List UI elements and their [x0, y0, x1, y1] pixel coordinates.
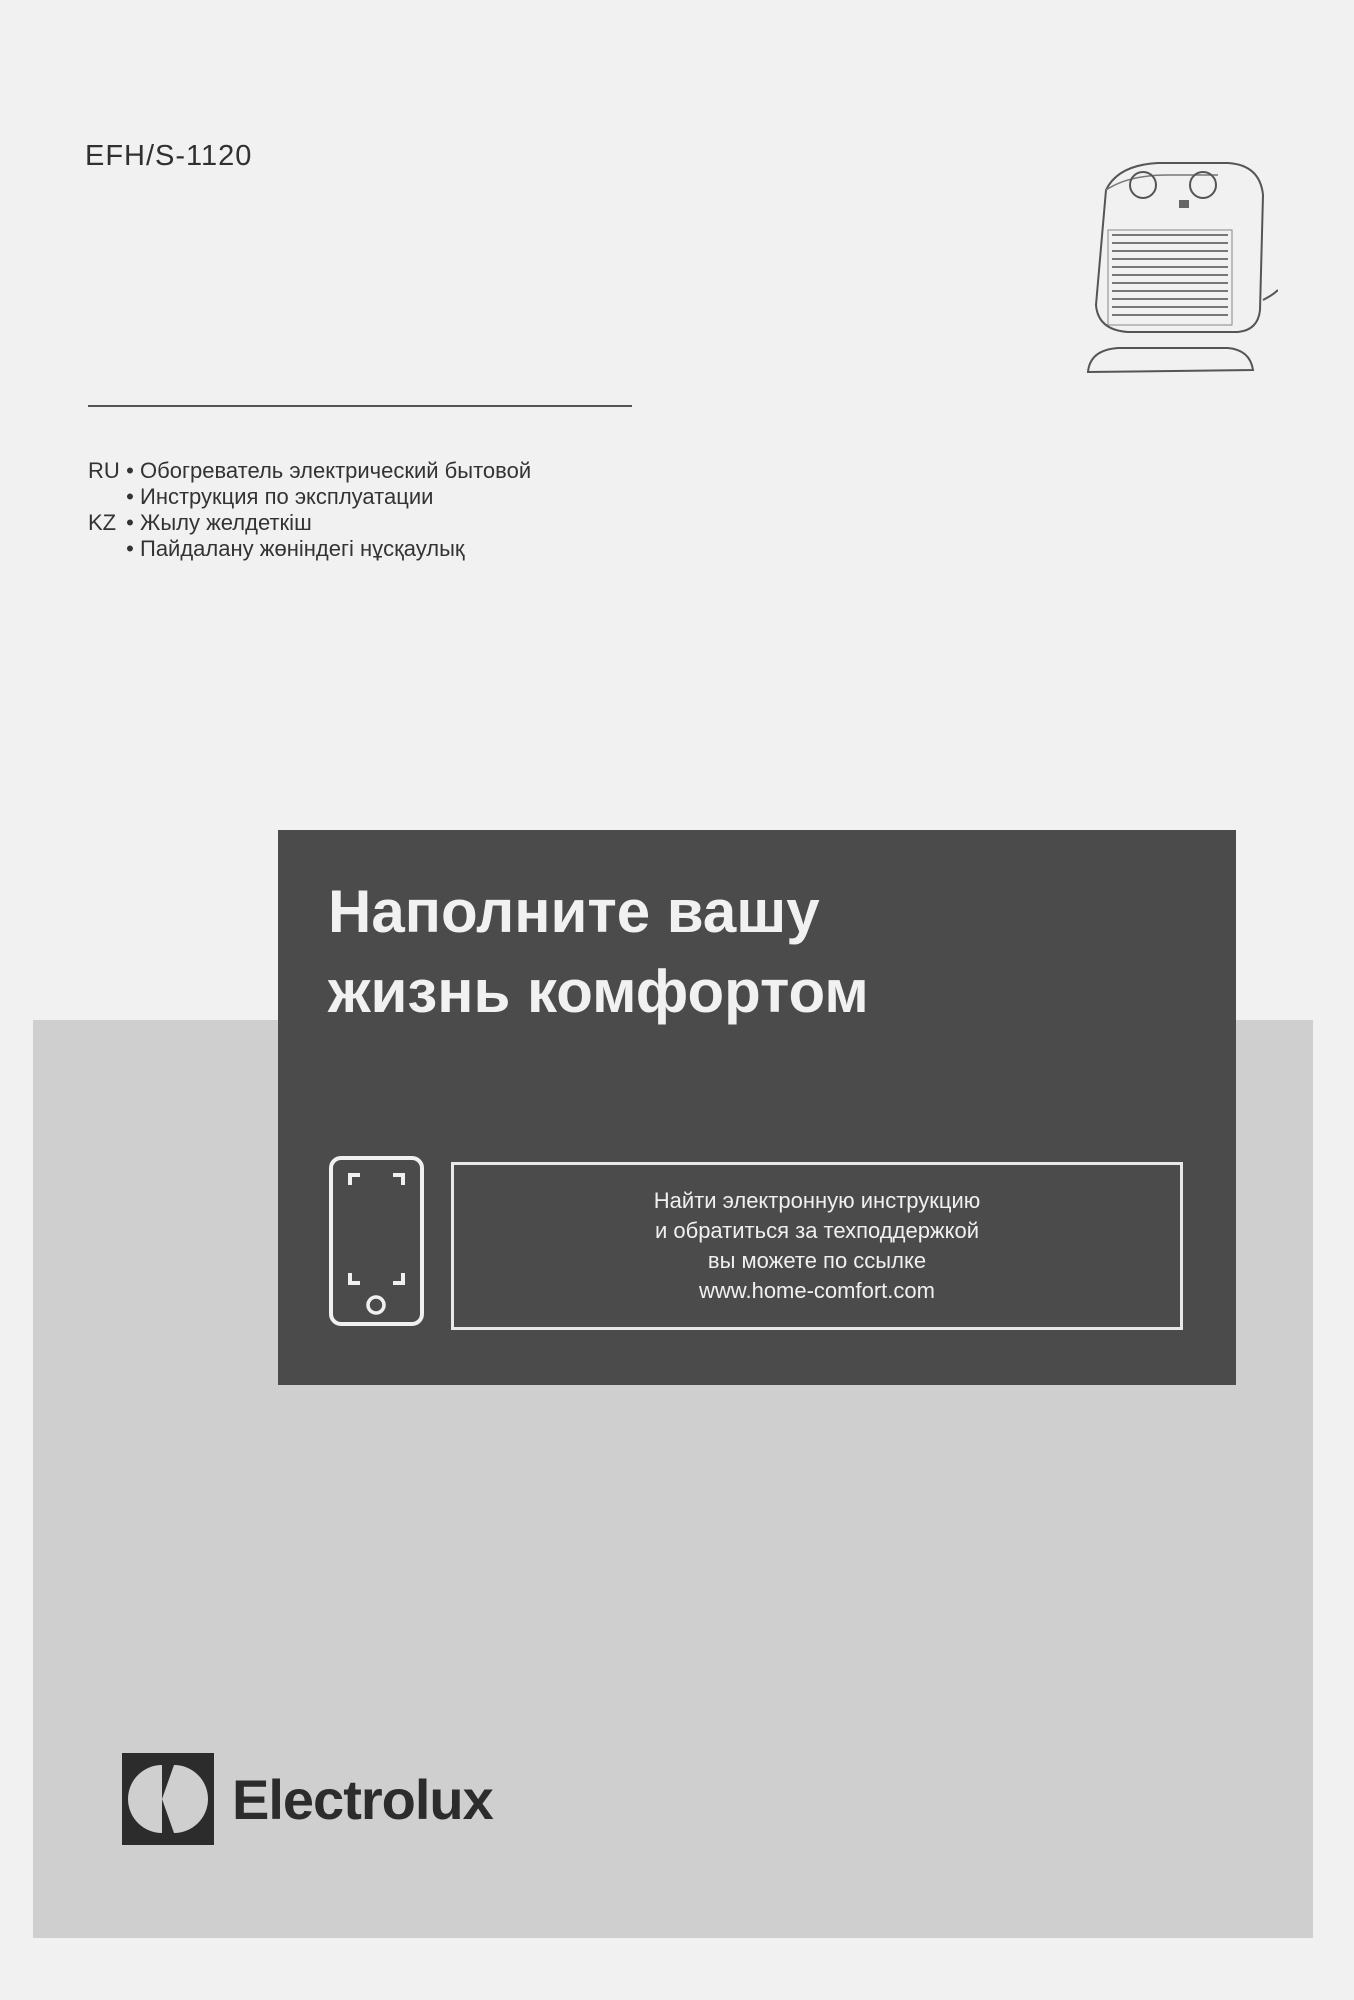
language-list	[88, 458, 531, 562]
electrolux-logo-icon	[122, 1753, 214, 1845]
headline-line-1: Наполните вашу	[328, 878, 820, 945]
support-line-2: и обратиться за техподдержкой	[654, 1218, 980, 1243]
language-line: • Инструкция по эксплуатации	[126, 484, 434, 509]
language-line: KZ • Жылу желдеткіш	[88, 510, 312, 535]
language-code: RU	[88, 458, 120, 483]
support-text	[654, 1186, 981, 1306]
model-number: EFH/S-1120	[85, 140, 253, 172]
language-line-text: Обогреватель электрический бытовой	[140, 458, 532, 483]
headline-line-2: жизнь комфортом	[328, 958, 869, 1025]
support-line-3: вы можете по ссылке	[707, 1248, 927, 1273]
language-code: KZ	[88, 510, 117, 535]
language-line: RU • Обогреватель электрический бытовой	[88, 458, 532, 483]
language-line-text: Инструкция по эксплуатации	[140, 484, 434, 509]
smartphone-qr-icon	[328, 1155, 425, 1327]
support-url-link[interactable]: www.home-comfort.com	[699, 1278, 935, 1303]
support-info-frame	[451, 1162, 1183, 1330]
language-line-text: Жылу желдеткіш	[140, 510, 312, 535]
headline	[328, 872, 869, 1032]
divider	[88, 405, 632, 407]
brand-logo	[122, 1753, 493, 1845]
fan-heater-illustration	[1078, 160, 1278, 395]
language-line-text: Пайдалану жөніндегі нұсқаулық	[140, 536, 465, 561]
language-line: • Пайдалану жөніндегі нұсқаулық	[126, 536, 465, 561]
brand-name: Electrolux	[232, 1767, 493, 1831]
support-line-1: Найти электронную инструкцию	[653, 1188, 981, 1213]
